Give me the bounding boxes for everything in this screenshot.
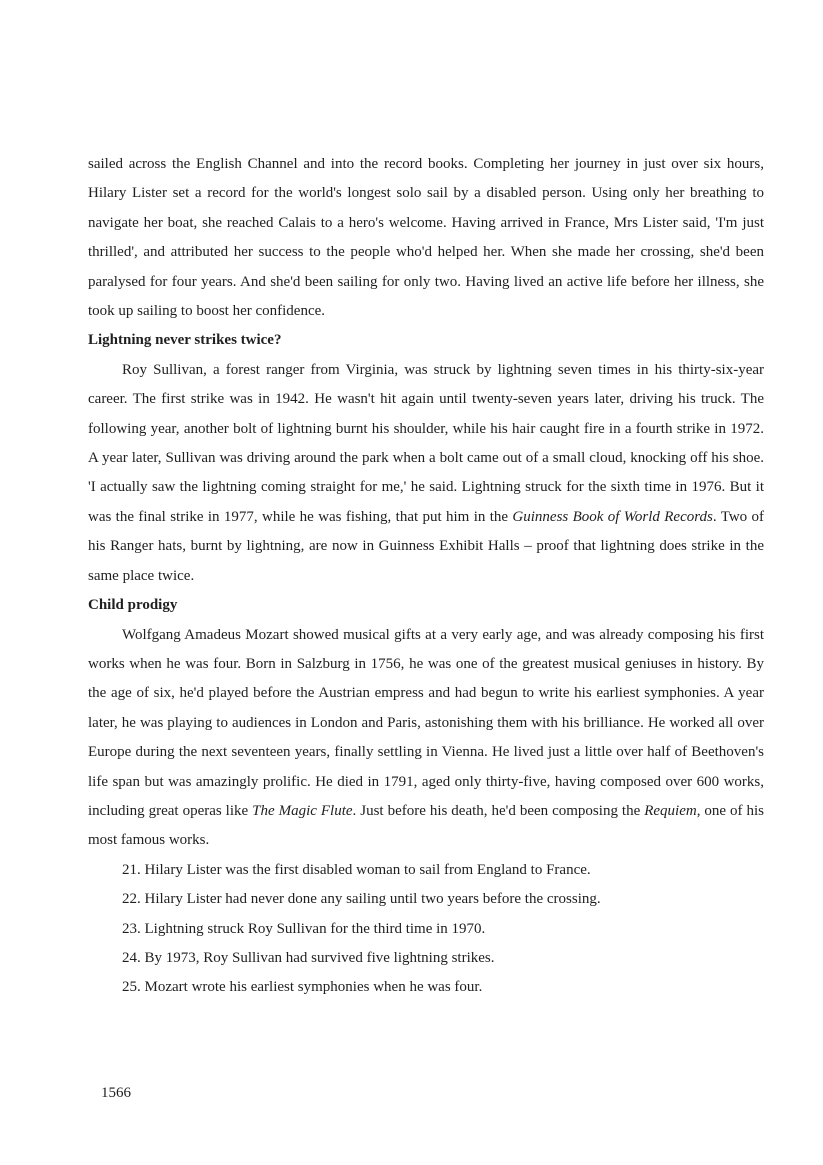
question-item: 25. Mozart wrote his earliest symphonies when he was four. — [122, 979, 483, 996]
book-title-guinness: Guinness Book of World Records — [512, 508, 713, 525]
passage-lister-paragraph: sailed across the English Channel and into the record books. Completing her journey in just over six hours, Hilary Lister set a record for the world's longest solo sail by a disabled person. Using only her breathing to navigate her boat, she reached Calais to a hero's welcome. Having arrived in France, Mrs Lister said, 'I'm just thrilled', and attributed her success to the people who'd helped her. When she made her crossing, she'd been paralysed for four years. And she'd been sailing for only two. Having lived an active life before her illness, she took up sailing to boost her confidence. — [88, 156, 764, 320]
question-item: 23. Lightning struck Roy Sullivan for the third time in 1970. — [122, 920, 486, 937]
requiem-title: Requiem — [644, 802, 697, 819]
mozart-text-part1: Wolfgang Amadeus Mozart showed musical gifts at a very early age, and was already composing his first works when he was four. Born in Salzburg in 1756, he was one of the greatest musical geniuses in history. By the age of six, he'd played before the Austrian empress and had begun to write his earliest symphonies. A year later, he was playing to audiences in London and Paris, astonishing them with his brilliance. He worked all over Europe during the next seventeen years, finally settling in Vienna. He lived just a little over half of Beethoven's life span but was amazingly prolific. He died in 1791, aged only thirty-five, having composed over 600 works, including great operas like — [88, 626, 764, 819]
opera-title-magic-flute: The Magic Flute — [252, 802, 353, 819]
question-item: 22. Hilary Lister had never done any sailing until two years before the crossing. — [122, 891, 601, 908]
passage-mozart-paragraph — [88, 621, 764, 856]
page-body — [88, 150, 764, 1003]
sullivan-text-part1: Roy Sullivan, a forest ranger from Virginia, was struck by lightning seven times in his thirty-six-year career. The first strike was in 1942. He wasn't hit again until twenty-seven years later, driving his truck. The following year, another bolt of lightning burnt his shoulder, while his hair caught fire in a fourth strike in 1972. A year later, Sullivan was driving around the park when a bolt came out of a small cloud, knocking off his shoe. 'I actually saw the lightning coming straight for me,' he said. Lightning struck for the sixth time in 1976. But it was the final strike in 1977, while he was fishing, that put him in the — [88, 361, 764, 525]
section-heading-prodigy: Child prodigy — [88, 597, 178, 614]
section-heading-lightning: Lightning never strikes twice? — [88, 332, 282, 349]
mozart-text-part2: . Just before his death, he'd been composing the — [352, 802, 645, 819]
page-number: 1566 — [101, 1085, 131, 1101]
question-list — [88, 856, 764, 1003]
mozart-text-part3: , one of his most famous works. — [88, 802, 764, 849]
question-item: 24. By 1973, Roy Sullivan had survived five lightning strikes. — [122, 949, 495, 966]
sullivan-text-part2: . Two of his Ranger hats, burnt by lightning, are now in Guinness Exhibit Halls – proof that lightning does strike in the same place twice. — [88, 508, 765, 584]
passage-sullivan-paragraph — [88, 356, 764, 591]
question-item: 21. Hilary Lister was the first disabled woman to sail from England to France. — [122, 861, 591, 878]
